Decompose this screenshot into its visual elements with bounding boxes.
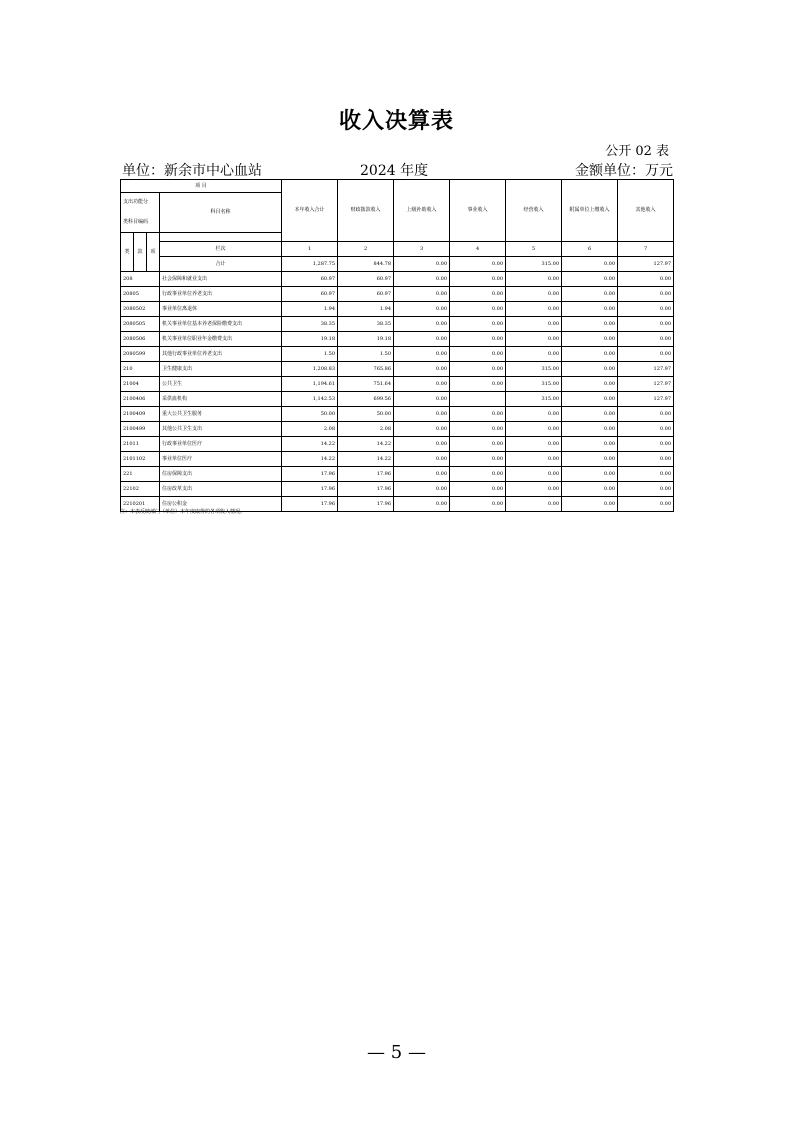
row-value: 19.18 (338, 332, 394, 347)
row-value: 0.00 (506, 482, 562, 497)
header-project: 项 目 (121, 180, 282, 193)
row-value: 0.00 (450, 302, 506, 317)
total-cell: 1,287.75 (282, 257, 338, 272)
header-col-1: 本年收入合计 (282, 180, 338, 242)
table-row (121, 302, 674, 317)
table-row (121, 392, 674, 407)
row-code: 2080599 (121, 347, 160, 362)
page-number: — 5 — (367, 1042, 426, 1063)
row-value: 50.00 (338, 407, 394, 422)
row-value: 0.00 (394, 437, 450, 452)
header-row-no: 栏次 (160, 242, 282, 257)
col-num-4: 4 (450, 242, 506, 257)
row-code: 21004 (121, 377, 160, 392)
row-value: 0.00 (394, 482, 450, 497)
row-value: 1.94 (338, 302, 394, 317)
table-row (121, 422, 674, 437)
row-value: 38.35 (282, 317, 338, 332)
row-name: 住房改革支出 (160, 482, 282, 497)
col-num-7: 7 (618, 242, 674, 257)
row-value: 0.00 (394, 362, 450, 377)
row-value: 1,142.53 (282, 392, 338, 407)
row-value: 17.96 (282, 482, 338, 497)
row-value: 0.00 (562, 317, 618, 332)
row-name: 采供血机构 (160, 392, 282, 407)
row-name: 其他行政事业单位养老支出 (160, 347, 282, 362)
row-value: 0.00 (618, 287, 674, 302)
row-code: 22102 (121, 482, 160, 497)
row-value: 0.00 (506, 347, 562, 362)
row-value: 0.00 (562, 287, 618, 302)
row-value: 0.00 (394, 287, 450, 302)
row-value: 315.00 (506, 362, 562, 377)
row-value: 0.00 (450, 317, 506, 332)
row-value: 0.00 (450, 452, 506, 467)
row-value: 0.00 (618, 497, 674, 512)
row-value: 0.00 (618, 317, 674, 332)
row-value: 1.50 (338, 347, 394, 362)
row-value: 0.00 (394, 377, 450, 392)
row-value: 0.00 (450, 497, 506, 512)
header-class-code: 类科目编码 (121, 213, 160, 233)
total-cell: 844.78 (338, 257, 394, 272)
row-value: 0.00 (450, 437, 506, 452)
row-value: 0.00 (618, 422, 674, 437)
row-value: 0.00 (394, 452, 450, 467)
row-value: 0.00 (394, 422, 450, 437)
row-value: 0.00 (562, 407, 618, 422)
row-value: 1.94 (282, 302, 338, 317)
row-value (450, 392, 506, 407)
col-num-5: 5 (506, 242, 562, 257)
row-code: 2100499 (121, 422, 160, 437)
row-value: 315.00 (506, 392, 562, 407)
row-value: 1.50 (282, 347, 338, 362)
row-value: 0.00 (394, 467, 450, 482)
table-row (121, 287, 674, 302)
row-value: 0.00 (618, 407, 674, 422)
row-value: 0.00 (450, 287, 506, 302)
header-lei: 类 (121, 233, 134, 272)
table-row (121, 467, 674, 482)
header-col-5: 经营收入 (506, 180, 562, 242)
row-value: 0.00 (618, 452, 674, 467)
row-value: 0.00 (450, 422, 506, 437)
page-title: 收入决算表 (338, 109, 454, 134)
row-value: 14.22 (338, 437, 394, 452)
total-cell: 0.00 (394, 257, 450, 272)
row-value: 17.96 (338, 482, 394, 497)
header-col-3: 上级补助收入 (394, 180, 450, 242)
row-value: 0.00 (562, 392, 618, 407)
row-name: 行政事业单位医疗 (160, 437, 282, 452)
row-value: 0.00 (450, 332, 506, 347)
row-value: 0.00 (618, 467, 674, 482)
row-value: 19.18 (282, 332, 338, 347)
row-value: 0.00 (506, 422, 562, 437)
row-code: 2210201 (121, 497, 160, 512)
total-cell: 0.00 (450, 257, 506, 272)
row-value: 0.00 (562, 437, 618, 452)
total-cell: 127.97 (618, 257, 674, 272)
row-value: 0.00 (394, 497, 450, 512)
header-kuan: 款 (134, 233, 147, 272)
row-value: 0.00 (506, 497, 562, 512)
header-subject-name: 科目名称 (160, 193, 282, 233)
table-row (121, 332, 674, 347)
row-code: 2100409 (121, 407, 160, 422)
row-name: 社会保障和就业支出 (160, 272, 282, 287)
table-row (121, 437, 674, 452)
row-value: 0.00 (562, 362, 618, 377)
row-code: 221 (121, 467, 160, 482)
row-value: 2.08 (338, 422, 394, 437)
col-num-3: 3 (394, 242, 450, 257)
row-value: 127.97 (618, 392, 674, 407)
total-label: 合计 (160, 257, 282, 272)
header-col-2: 财政拨款收入 (338, 180, 394, 242)
year-label: 2024 年度 (360, 163, 429, 179)
table-row (121, 362, 674, 377)
row-value: 60.97 (338, 287, 394, 302)
row-value: 2.08 (282, 422, 338, 437)
row-value: 0.00 (450, 272, 506, 287)
col-num-1: 1 (282, 242, 338, 257)
row-value: 0.00 (506, 437, 562, 452)
header-spacer (160, 233, 282, 242)
row-value: 1,208.83 (282, 362, 338, 377)
row-value: 0.00 (562, 377, 618, 392)
row-value: 0.00 (394, 302, 450, 317)
row-name: 其他公共卫生支出 (160, 422, 282, 437)
row-value: 0.00 (618, 272, 674, 287)
unit-line (120, 160, 673, 178)
row-value: 0.00 (394, 392, 450, 407)
total-cell: 0.00 (562, 257, 618, 272)
table-row (121, 377, 674, 392)
row-value: 0.00 (506, 317, 562, 332)
row-value: 0.00 (562, 272, 618, 287)
row-value: 17.96 (338, 467, 394, 482)
row-name: 住房保障支出 (160, 467, 282, 482)
row-value: 0.00 (562, 467, 618, 482)
row-value: 0.00 (618, 437, 674, 452)
row-code: 2100406 (121, 392, 160, 407)
row-value: 751.64 (338, 377, 394, 392)
row-value: 0.00 (394, 332, 450, 347)
col-num-6: 6 (562, 242, 618, 257)
row-value: 17.96 (282, 497, 338, 512)
row-value: 765.86 (338, 362, 394, 377)
row-value: 315.00 (506, 377, 562, 392)
row-value: 0.00 (450, 407, 506, 422)
row-value: 17.96 (282, 467, 338, 482)
row-value: 0.00 (562, 302, 618, 317)
row-value: 14.22 (282, 452, 338, 467)
row-value: 0.00 (618, 302, 674, 317)
table-row (121, 482, 674, 497)
row-value: 0.00 (450, 482, 506, 497)
header-func-class: 支出功能分 (121, 193, 160, 213)
row-name: 卫生健康支出 (160, 362, 282, 377)
row-value: 17.96 (338, 497, 394, 512)
row-value: 0.00 (506, 287, 562, 302)
row-value: 50.00 (282, 407, 338, 422)
form-number: 公开 02 表 (605, 144, 669, 159)
row-name: 事业单位离退休 (160, 302, 282, 317)
header-xiang: 项 (147, 233, 160, 272)
row-value: 60.97 (282, 287, 338, 302)
row-value: 0.00 (618, 482, 674, 497)
row-code: 2080502 (121, 302, 160, 317)
row-value: 14.22 (338, 452, 394, 467)
row-value: 0.00 (506, 467, 562, 482)
row-value: 0.00 (506, 407, 562, 422)
row-code: 2080505 (121, 317, 160, 332)
header-col-6: 附属单位上缴收入 (562, 180, 618, 242)
row-value: 0.00 (394, 347, 450, 362)
row-value: 0.00 (506, 272, 562, 287)
row-value: 0.00 (562, 347, 618, 362)
row-value: 0.00 (450, 377, 506, 392)
row-value: 60.97 (338, 272, 394, 287)
row-value: 1,194.61 (282, 377, 338, 392)
row-name: 机关事业单位基本养老保险缴费支出 (160, 317, 282, 332)
row-value: 0.00 (562, 497, 618, 512)
row-name: 住房公积金 (160, 497, 282, 512)
table-row (121, 407, 674, 422)
row-value: 0.00 (506, 302, 562, 317)
row-value: 0.00 (562, 422, 618, 437)
total-cell: 315.00 (506, 257, 562, 272)
income-table (120, 179, 674, 512)
table-row (121, 272, 674, 287)
row-value: 0.00 (506, 452, 562, 467)
row-value: 127.97 (618, 377, 674, 392)
header-col-4: 事业收入 (450, 180, 506, 242)
row-value: 38.35 (338, 317, 394, 332)
row-name: 重大公共卫生服务 (160, 407, 282, 422)
row-value: 0.00 (562, 332, 618, 347)
row-name: 事业单位医疗 (160, 452, 282, 467)
table-note: 注：本表反映部门（单位）本年度取得的各项收入情况。 (120, 509, 246, 515)
row-value: 0.00 (450, 362, 506, 377)
row-value: 0.00 (618, 332, 674, 347)
col-num-2: 2 (338, 242, 394, 257)
row-value: 127.97 (618, 362, 674, 377)
row-name: 行政事业单位养老支出 (160, 287, 282, 302)
row-code: 2080506 (121, 332, 160, 347)
row-value: 60.97 (282, 272, 338, 287)
row-value: 0.00 (562, 482, 618, 497)
row-code: 21011 (121, 437, 160, 452)
row-value: 0.00 (450, 467, 506, 482)
amount-unit-label: 金额单位：万元 (575, 163, 673, 179)
row-value: 0.00 (506, 332, 562, 347)
table-row (121, 347, 674, 362)
unit-label: 单位：新余市中心血站 (122, 163, 262, 179)
row-name: 机关事业单位职业年金缴费支出 (160, 332, 282, 347)
table-row (121, 317, 674, 332)
table-row (121, 452, 674, 467)
row-value: 0.00 (394, 407, 450, 422)
row-value: 0.00 (562, 452, 618, 467)
row-name: 公共卫生 (160, 377, 282, 392)
row-value: 0.00 (394, 272, 450, 287)
row-value: 0.00 (394, 317, 450, 332)
row-value: 699.56 (338, 392, 394, 407)
row-value: 0.00 (450, 347, 506, 362)
row-code: 2101102 (121, 452, 160, 467)
header-col-7: 其他收入 (618, 180, 674, 242)
row-code: 208 (121, 272, 160, 287)
row-code: 20805 (121, 287, 160, 302)
row-value: 14.22 (282, 437, 338, 452)
row-code: 210 (121, 362, 160, 377)
row-value: 0.00 (618, 347, 674, 362)
